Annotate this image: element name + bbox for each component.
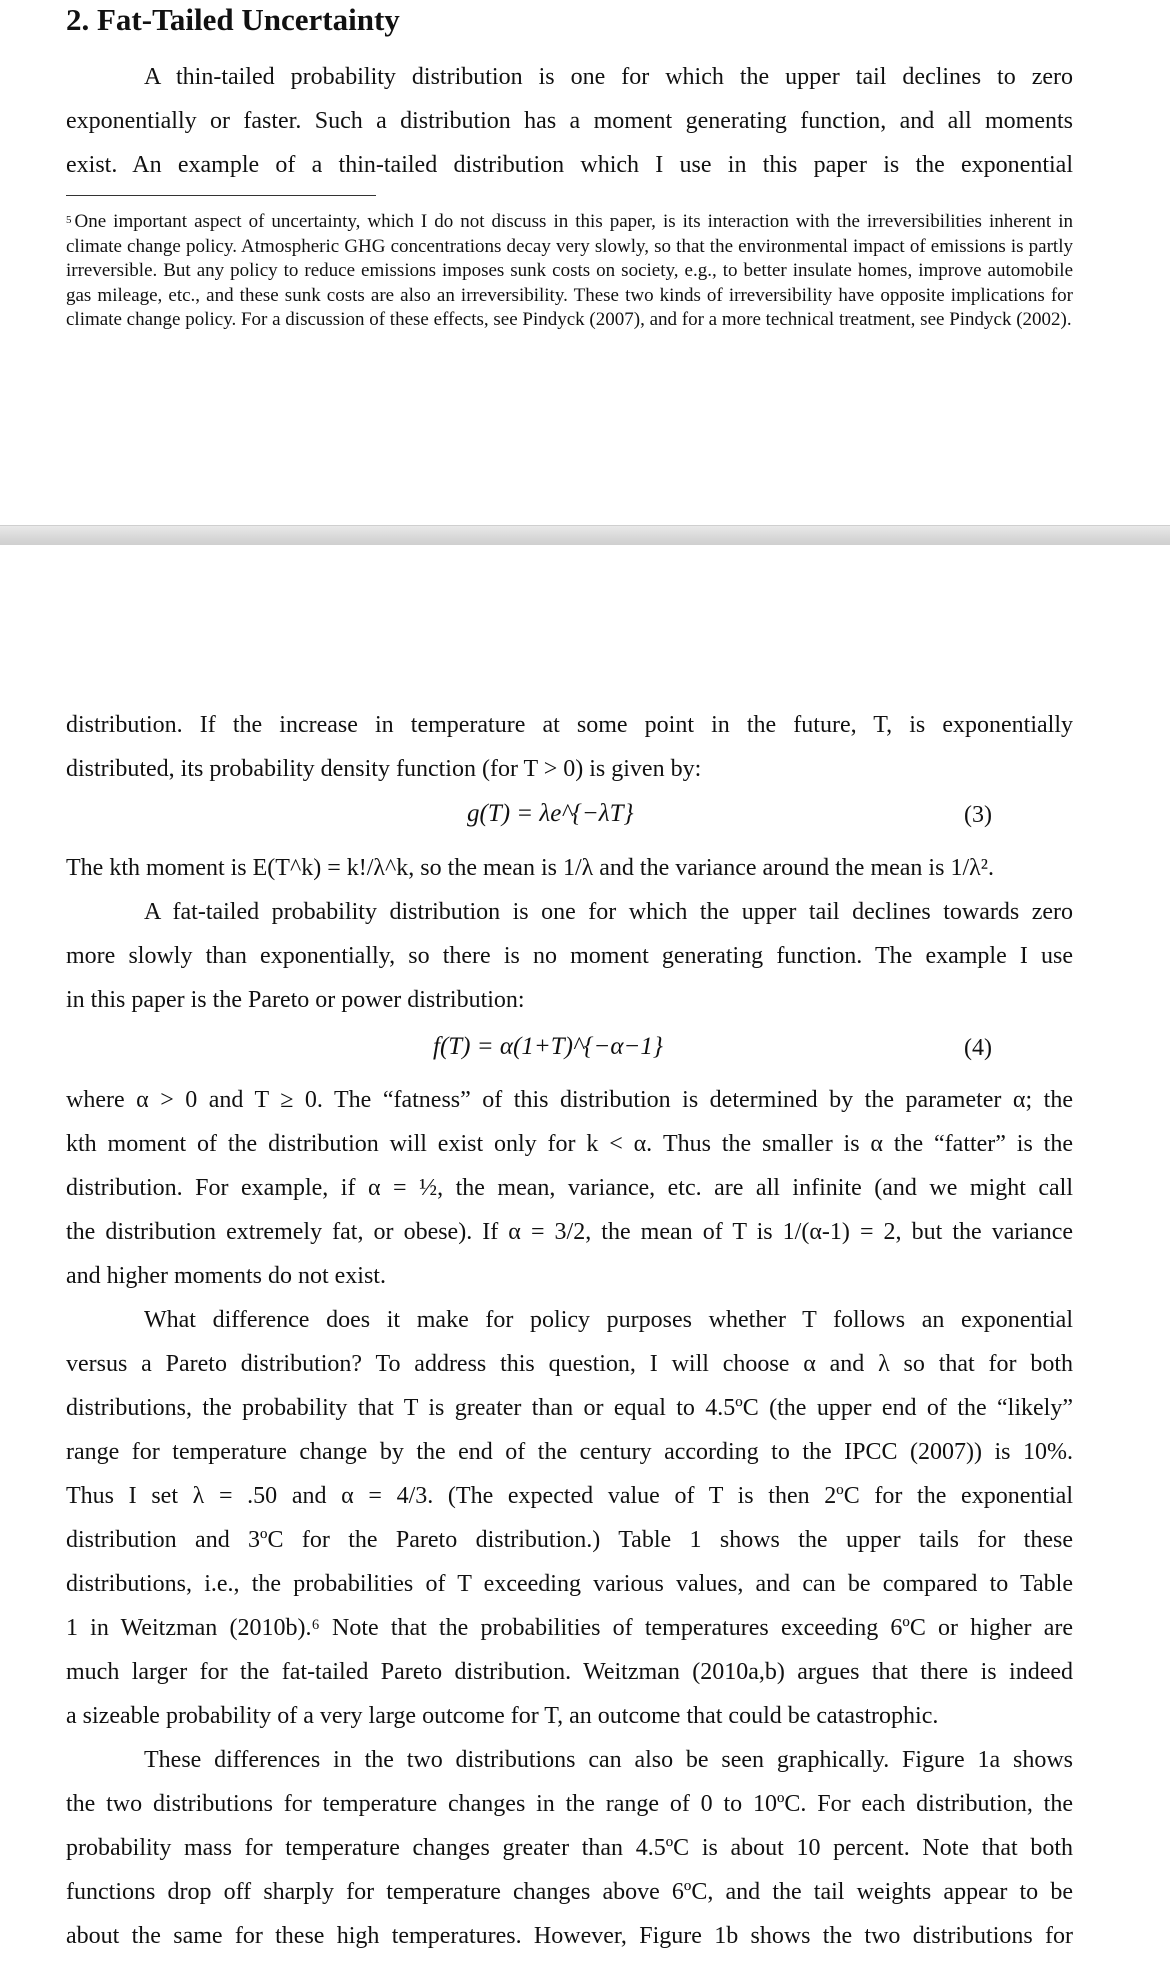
text-line: The kth moment is E(T^k) = k!/λ^k, so the mean is 1/λ and the variance around the mean is 1/λ². xyxy=(66,855,994,881)
text-line: A thin-tailed probability distribution is one for which the upper tail declines to zero xyxy=(144,64,1073,90)
text-line: the two distributions for temperature changes in the range of 0 to 10ºC. For each distribution, the xyxy=(66,1791,1073,1817)
text-line: distribution. If the increase in temperature at some point in the future, T, is exponentially xyxy=(66,712,1073,738)
text-line: 1 in Weitzman (2010b).⁶ Note that the probabilities of temperatures exceeding 6ºC or higher are xyxy=(66,1615,1073,1641)
page-top xyxy=(0,0,1170,525)
equation-3-number: (3) xyxy=(964,802,992,828)
text-line: about the same for these high temperatures. However, Figure 1b shows the two distributions for xyxy=(66,1923,1073,1949)
text-line: distributions, the probability that T is greater than or equal to 4.5ºC (the upper end of the “likely” xyxy=(66,1395,1073,1421)
text-line: What difference does it make for policy purposes whether T follows an exponential xyxy=(144,1307,1073,1333)
text-line: kth moment of the distribution will exist only for k < α. Thus the smaller is α the “fatter” is the xyxy=(66,1131,1073,1157)
text-line: distributed, its probability density function (for T > 0) is given by: xyxy=(66,756,702,782)
text-line: versus a Pareto distribution? To address this question, I will choose α and λ so that for both xyxy=(66,1351,1073,1377)
paragraph-fat-tailed xyxy=(66,890,1073,1022)
text-line: the distribution extremely fat, or obese). If α = 3/2, the mean of T is 1/(α-1) = 2, but the variance xyxy=(66,1219,1073,1245)
text-line: distributions, i.e., the probabilities of T exceeding various values, and can be compared to Table xyxy=(66,1571,1073,1597)
text-line: distribution. For example, if α = ½, the mean, variance, etc. are all infinite (and we might call xyxy=(66,1175,1073,1201)
footnote-5 xyxy=(66,210,1073,333)
footnote-number: 5 xyxy=(66,214,72,226)
paragraph-exponential xyxy=(66,703,1073,791)
text-line: These differences in the two distributions can also be seen graphically. Figure 1a shows xyxy=(144,1747,1073,1773)
text-line: Thus I set λ = .50 and α = 4/3. (The expected value of T is then 2ºC for the exponential xyxy=(66,1483,1073,1509)
section-title: 2. Fat-Tailed Uncertainty xyxy=(66,2,400,37)
equation-3: g(T) = λe^{−λT} xyxy=(467,800,634,827)
text-line: exponentially or faster. Such a distribution has a moment generating function, and all moments xyxy=(66,108,1073,134)
text-line: where α > 0 and T ≥ 0. The “fatness” of this distribution is determined by the parameter α; the xyxy=(66,1087,1073,1113)
text-line: and higher moments do not exist. xyxy=(66,1263,386,1289)
text-line: a sizeable probability of a very large outcome for T, an outcome that could be catastrophic. xyxy=(66,1703,939,1729)
page-separator xyxy=(0,525,1170,547)
footnote-rule xyxy=(66,195,376,196)
footnote-text: One important aspect of uncertainty, which I do not discuss in this paper, is its interaction with the irreversibilities inherent in climate change policy. Atmospheric GHG concentrations decay very slowly, so that the environmental impact of emissions is partly irreversible. But any policy to reduce emissions imposes sunk costs on society, e.g., to better insulate homes, improve automobile gas mileage, etc., and these sunk costs are also an irreversibility. These two kinds of irreversibility have opposite implications for climate change policy. For a discussion of these effects, see Pindyck (2007), and for a more technical treatment, see Pindyck (2002). xyxy=(66,211,1073,331)
equation-4: f(T) = α(1+T)^{−α−1} xyxy=(433,1033,663,1060)
text-line: much larger for the fat-tailed Pareto distribution. Weitzman (2010a,b) argues that there is indeed xyxy=(66,1659,1073,1685)
paragraph-moments xyxy=(66,846,1073,890)
text-line: exist. An example of a thin-tailed distribution which I use in this paper is the exponential xyxy=(66,152,1073,178)
equation-4-number: (4) xyxy=(964,1035,992,1061)
text-line: A fat-tailed probability distribution is one for which the upper tail declines towards zero xyxy=(144,899,1073,925)
text-line: functions drop off sharply for temperature changes above 6ºC, and the tail weights appear to be xyxy=(66,1879,1073,1905)
text-line: in this paper is the Pareto or power distribution: xyxy=(66,987,525,1013)
text-line: distribution and 3ºC for the Pareto distribution.) Table 1 shows the upper tails for these xyxy=(66,1527,1073,1553)
text-line: more slowly than exponentially, so there is no moment generating function. The example I use xyxy=(66,943,1073,969)
paragraph-thin-tailed xyxy=(66,55,1073,187)
text-line: probability mass for temperature changes greater than 4.5ºC is about 10 percent. Note that both xyxy=(66,1835,1073,1861)
text-line: range for temperature change by the end of the century according to the IPCC (2007)) is 10%. xyxy=(66,1439,1073,1465)
paragraph-pareto-discussion xyxy=(66,1078,1073,1958)
